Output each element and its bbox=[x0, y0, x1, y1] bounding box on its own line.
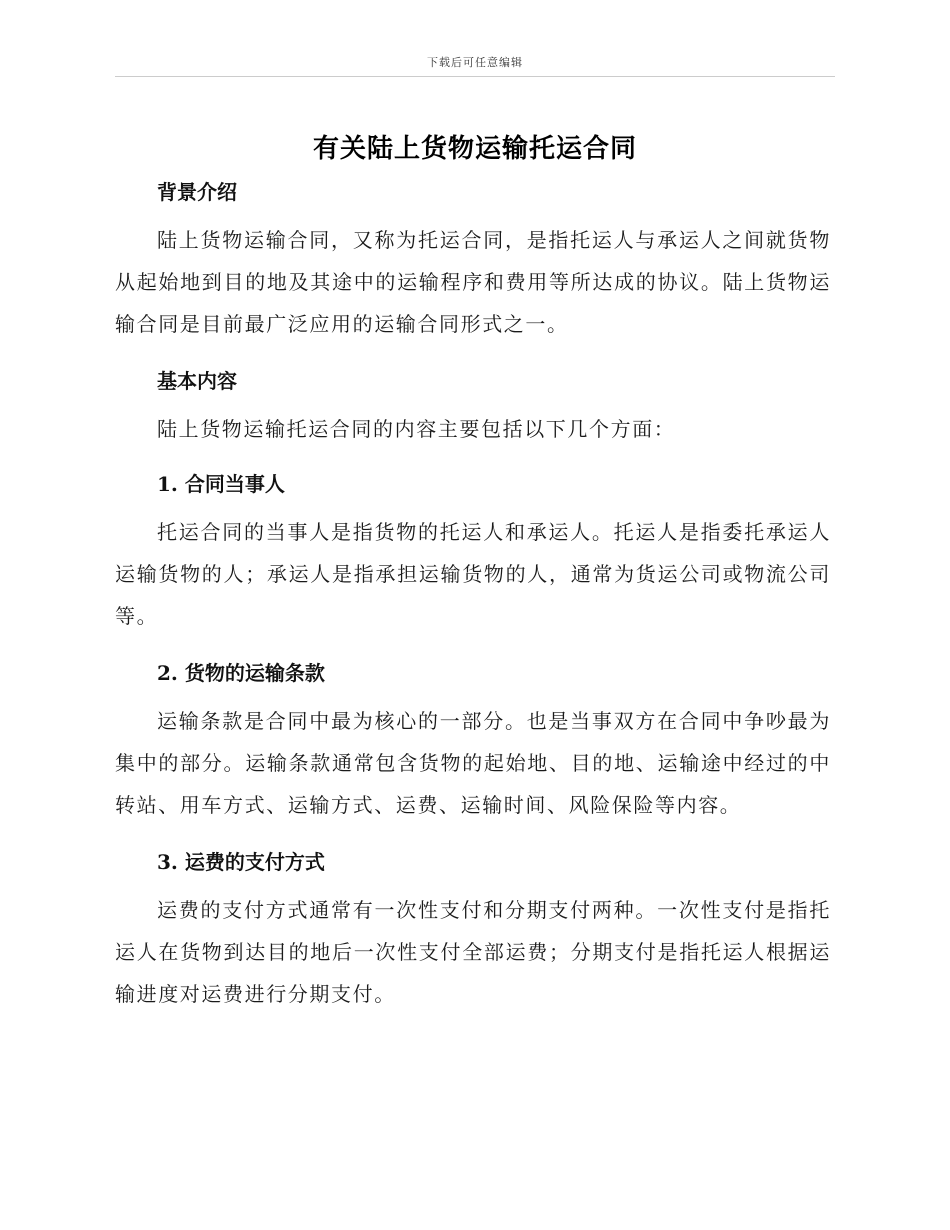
section-heading-parties: 1. 合同当事人 bbox=[157, 472, 285, 496]
section-heading-basic-content: 基本内容 bbox=[157, 369, 237, 393]
header-note: 下载后可任意编辑 bbox=[427, 56, 523, 69]
document-title: 有关陆上货物运输托运合同 bbox=[312, 134, 637, 164]
section-heading-payment: 3. 运费的支付方式 bbox=[157, 850, 325, 874]
paragraph-parties: 托运合同的当事人是指货物的托运人和承运人。托运人是指委托承运人运输货物的人；承运人是指承担运输货物的人，通常为货运公司或物流公司等。 bbox=[115, 520, 831, 628]
paragraph-transport-terms: 运输条款是合同中最为核心的一部分。也是当事双方在合同中争吵最为集中的部分。运输条款通常包含货物的起始地、目的地、运输途中经过的中转站、用车方式、运输方式、运费、运输时间、风险保险等内容。 bbox=[115, 709, 831, 817]
paragraph-basic-content: 陆上货物运输托运合同的内容主要包括以下几个方面： bbox=[157, 417, 676, 441]
paragraph-background: 陆上货物运输合同，又称为托运合同，是指托运人与承运人之间就货物从起始地到目的地及其途中的运输程序和费用等所达成的协议。陆上货物运输合同是目前最广泛应用的运输合同形式之一。 bbox=[115, 228, 831, 336]
section-heading-transport-terms: 2. 货物的运输条款 bbox=[157, 661, 325, 685]
header-divider bbox=[115, 76, 835, 77]
section-heading-background: 背景介绍 bbox=[157, 180, 237, 204]
paragraph-payment: 运费的支付方式通常有一次性支付和分期支付两种。一次性支付是指托运人在货物到达目的地后一次性支付全部运费；分期支付是指托运人根据运输进度对运费进行分期支付。 bbox=[115, 898, 831, 1006]
